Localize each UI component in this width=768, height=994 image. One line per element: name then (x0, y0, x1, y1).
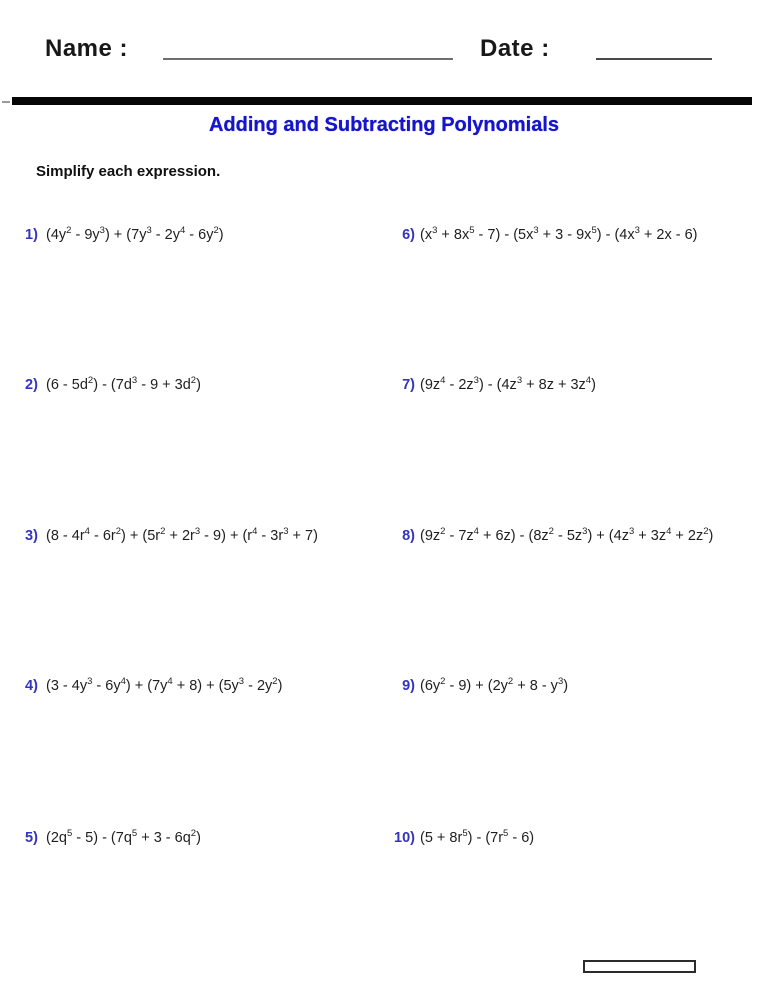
problem-6 (391, 224, 698, 246)
date-label: Date : (480, 35, 550, 62)
rule-left-dash (2, 101, 10, 103)
problem-10 (391, 827, 534, 849)
problem-3 (25, 525, 318, 547)
problem-expression: $(5 + 8r^5) - (7r^5 - 6)$ (420, 828, 535, 846)
problem-expression: $(9z^2 - 7z^4 + 6z) - (8z^2 - 5z^3) + (4z^3 + 3z^4 + 2z^2)$ (420, 526, 714, 544)
problem-4 (25, 675, 282, 697)
problem-expression: $(2q^5 - 5) - (7q^5 + 3 - 6q^2)$ (46, 828, 201, 846)
date-blank-line (596, 58, 712, 60)
instruction-text: Simplify each expression. (36, 163, 221, 180)
page-title: Adding and Subtracting Polynomials (208, 114, 560, 136)
footer-answer-box (583, 960, 696, 973)
problem-number: 6) (402, 227, 415, 243)
problem-1 (25, 224, 224, 246)
problem-expression: $(x^3 + 8x^5 - 7) - (5x^3 + 3 - 9x^5) - (4x^3 + 2x - 6)$ (420, 225, 698, 243)
problem-expression: $(8 - 4r^4 - 6r^2) + (5r^2 + 2r^3 - 9) + (r^4 - 3r^3 + 7)$ (46, 526, 318, 544)
problem-expression: $(3 - 4y^3 - 6y^4) + (7y^4 + 8) + (5y^3 - 2y^2)$ (46, 676, 283, 694)
problem-9 (391, 675, 568, 697)
problem-5 (25, 827, 201, 849)
problem-expression: $(4y^2 - 9y^3) + (7y^3 - 2y^4 - 6y^2)$ (46, 225, 224, 243)
problem-number: 2) (25, 377, 38, 393)
problem-number: 10) (394, 830, 415, 846)
problem-number: 1) (25, 227, 38, 243)
name-blank-line (163, 58, 453, 60)
header-divider-rule (12, 97, 752, 105)
problem-8 (391, 525, 713, 547)
name-label: Name : (45, 35, 129, 62)
problem-expression: $(6y^2 - 9) + (2y^2 + 8 - y^3)$ (420, 676, 569, 694)
problem-number: 3) (25, 528, 38, 544)
problem-number: 4) (25, 678, 38, 694)
problem-expression: $(6 - 5d^2) - (7d^3 - 9 + 3d^2)$ (46, 375, 201, 393)
problem-number: 9) (402, 678, 415, 694)
problem-number: 7) (402, 377, 415, 393)
problem-2 (25, 374, 201, 396)
problem-7 (391, 374, 596, 396)
problem-number: 5) (25, 830, 38, 846)
problem-expression: $(9z^4 - 2z^3) - (4z^3 + 8z + 3z^4)$ (420, 375, 596, 393)
problem-number: 8) (402, 528, 415, 544)
